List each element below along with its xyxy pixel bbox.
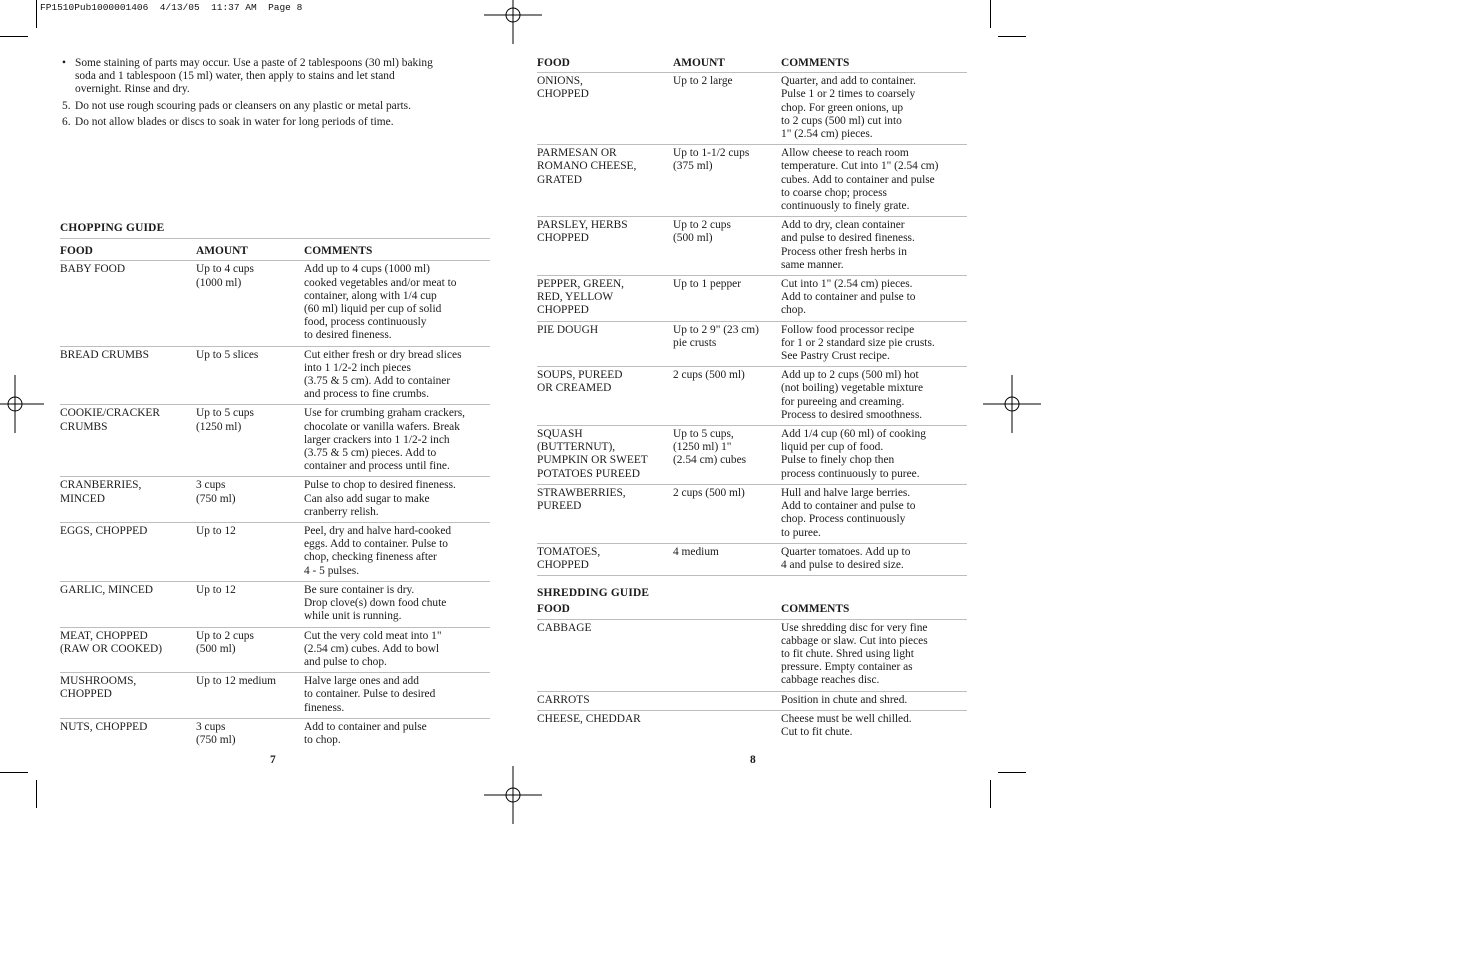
table-row <box>60 405 490 477</box>
food-cell: COOKIE/CRACKER CRUMBS <box>60 405 196 477</box>
column-header-amount: AMOUNT <box>196 239 304 261</box>
care-note-text: Do not allow blades or discs to soak in water for long periods of time. <box>75 115 394 128</box>
care-note <box>60 57 490 97</box>
column-header-food: FOOD <box>60 239 196 261</box>
table-header-row <box>537 600 967 619</box>
column-header-comments: COMMENTS <box>781 57 967 73</box>
care-note <box>60 116 490 129</box>
list-marker: • <box>62 57 66 69</box>
amount-cell: Up to 2 cups (500 ml) <box>673 217 781 276</box>
list-marker: 5. <box>62 99 71 112</box>
crop-mark <box>36 0 37 28</box>
amount-cell: Up to 12 medium <box>196 673 304 719</box>
crop-mark <box>36 780 37 808</box>
comments-cell: Halve large ones and add to container. Pulse to desired fineness. <box>304 673 490 719</box>
registration-mark-icon <box>484 766 542 824</box>
comments-cell: Peel, dry and halve hard-cooked eggs. Add to container. Pulse to chop, checking fineness after 4 - 5 pulses. <box>304 523 490 582</box>
comments-cell: Use for crumbing graham crackers, chocolate or vanilla wafers. Break larger crackers into 1 1/2-2 inch (3.75 & 5 cm) pieces. Add to container and process until fine. <box>304 405 490 477</box>
slug-time: 11:37 AM <box>211 2 257 13</box>
comments-cell: Be sure container is dry. Drop clove(s) down food chute while unit is running. <box>304 581 490 627</box>
column-header-empty <box>673 600 781 619</box>
food-cell: ONIONS, CHOPPED <box>537 73 673 145</box>
table-row <box>537 484 967 543</box>
food-cell: NUTS, CHOPPED <box>60 720 148 733</box>
empty-cell <box>673 710 781 742</box>
comments-cell: Add 1/4 cup (60 ml) of cooking liquid per cup of food. Pulse to finely chop then process continuously to puree. <box>781 426 967 485</box>
amount-cell: Up to 2 cups (500 ml) <box>196 627 304 673</box>
amount-cell: Up to 12 <box>196 523 304 582</box>
amount-cell: Up to 2 9" (23 cm) pie crusts <box>673 321 781 367</box>
page-number-left: 7 <box>270 754 276 766</box>
food-cell: STRAWBERRIES, PUREED <box>537 484 673 543</box>
comments-cell: Add up to 4 cups (1000 ml) cooked vegetables and/or meat to container, along with 1/4 cup (60 ml) liquid per cup of solid food, process continuously to desired fineness. <box>304 261 490 346</box>
food-cell: GARLIC, MINCED <box>60 581 196 627</box>
amount-cell: Up to 4 cups (1000 ml) <box>196 261 304 346</box>
comments-cell: Cut the very cold meat into 1" (2.54 cm) cubes. Add to bowl and pulse to chop. <box>304 627 490 673</box>
chopping-guide-table <box>60 239 490 750</box>
comments-cell: Follow food processor recipe for 1 or 2 standard size pie crusts. See Pastry Crust recipe. <box>781 321 967 367</box>
comments-cell: Position in chute and shred. <box>781 691 967 710</box>
comments-cell: Quarter tomatoes. Add up to 4 and pulse to desired size. <box>781 543 967 575</box>
food-cell: EGGS, CHOPPED <box>60 523 196 582</box>
amount-cell: Up to 1 pepper <box>673 276 781 322</box>
food-cell: CABBAGE <box>537 619 673 691</box>
shredding-guide-title: SHREDDING GUIDE <box>537 587 650 600</box>
table-row <box>60 523 490 582</box>
table-row <box>537 691 967 710</box>
chopping-guide-title: CHOPPING GUIDE <box>60 222 490 239</box>
food-cell: PARSLEY, HERBS CHOPPED <box>537 217 673 276</box>
food-cell: BREAD CRUMBS <box>60 346 196 405</box>
comments-cell: Add to container and pulse to chop. <box>304 720 427 746</box>
comments-cell: Quarter, and add to container. Pulse 1 or 2 times to coarsely chop. For green onions, up to 2 cups (500 ml) cut into 1" (2.54 cm) pieces. <box>781 73 967 145</box>
crop-mark <box>0 36 28 37</box>
care-note <box>60 100 490 113</box>
crop-mark <box>998 772 1026 773</box>
empty-cell <box>673 691 781 710</box>
table-row <box>60 718 490 750</box>
amount-cell: 3 cups (750 ml) <box>196 720 236 746</box>
table-row <box>537 710 967 742</box>
page-7-column <box>60 57 490 750</box>
slug-page: Page 8 <box>268 2 303 13</box>
list-marker: 6. <box>62 115 71 128</box>
food-cell: MUSHROOMS, CHOPPED <box>60 673 196 719</box>
crop-mark <box>0 772 28 773</box>
table-row <box>537 367 967 426</box>
table-row <box>60 673 490 719</box>
registration-mark-icon <box>484 0 542 44</box>
comments-cell: Pulse to chop to desired fineness. Can also add sugar to make cranberry relish. <box>304 477 490 523</box>
amount-cell: Up to 5 cups (1250 ml) <box>196 405 304 477</box>
care-notes-list <box>60 57 490 129</box>
food-cell: BABY FOOD <box>60 261 196 346</box>
comments-cell: Cut into 1" (2.54 cm) pieces. Add to container and pulse to chop. <box>781 276 967 322</box>
table-row <box>537 543 967 575</box>
food-cell: PARMESAN OR ROMANO CHEESE, GRATED <box>537 145 673 217</box>
column-header-food: FOOD <box>537 57 673 73</box>
food-cell: SOUPS, PUREED OR CREAMED <box>537 367 673 426</box>
amount-cell: Up to 5 cups, (1250 ml) 1" (2.54 cm) cubes <box>673 426 781 485</box>
comments-cell: Cut either fresh or dry bread slices into 1 1/2-2 inch pieces (3.75 & 5 cm). Add to container and process to fine crumbs. <box>304 346 490 405</box>
comments-cell: Cheese must be well chilled. Cut to fit chute. <box>781 712 912 738</box>
food-cell: CARROTS <box>537 691 673 710</box>
comments-cell: Add up to 2 cups (500 ml) hot (not boiling) vegetable mixture for pureeing and creaming. Process to desired smoothness. <box>781 367 967 426</box>
table-row <box>60 627 490 673</box>
chopping-guide-continued-table <box>537 57 967 576</box>
care-note-text: Do not use rough scouring pads or cleansers on any plastic or metal parts. <box>75 99 411 112</box>
slug-date: 4/13/05 <box>159 2 200 13</box>
table-row <box>60 477 490 523</box>
column-header-amount: AMOUNT <box>673 57 781 73</box>
column-header-comments: COMMENTS <box>304 239 490 261</box>
table-row <box>537 321 967 367</box>
table-row <box>60 261 490 346</box>
table-row <box>537 619 967 691</box>
page-number-right: 8 <box>750 754 756 766</box>
food-cell: CRANBERRIES, MINCED <box>60 477 196 523</box>
table-header-row <box>60 239 490 261</box>
comments-cell: Hull and halve large berries. Add to container and pulse to chop. Process continuously to puree. <box>781 484 967 543</box>
registration-mark-icon <box>0 375 44 433</box>
table-header-row <box>537 57 967 73</box>
food-cell: TOMATOES, CHOPPED <box>537 543 673 575</box>
shredding-guide-table <box>537 600 967 742</box>
care-note-text: Some staining of parts may occur. Use a paste of 2 tablespoons (30 ml) baking soda and 1 tablespoon (15 ml) water, then apply to stains and let stand overnight. Rinse and dry. <box>75 57 433 96</box>
column-header-comments: COMMENTS <box>781 600 967 619</box>
table-row <box>60 346 490 405</box>
table-row <box>537 73 967 145</box>
amount-cell: 4 medium <box>673 543 781 575</box>
amount-cell: Up to 2 large <box>673 73 781 145</box>
printer-slug <box>40 2 302 13</box>
food-cell: PEPPER, GREEN, RED, YELLOW CHOPPED <box>537 276 673 322</box>
comments-cell: Use shredding disc for very fine cabbage or slaw. Cut into pieces to fit chute. Shred using light pressure. Empty container as cabbage reaches disc. <box>781 619 967 691</box>
amount-cell: 2 cups (500 ml) <box>673 484 781 543</box>
amount-cell: 2 cups (500 ml) <box>673 367 781 426</box>
food-cell: PIE DOUGH <box>537 321 673 367</box>
table-row <box>537 276 967 322</box>
registration-mark-icon <box>983 375 1041 433</box>
food-cell: SQUASH (BUTTERNUT), PUMPKIN OR SWEET POTATOES PUREED <box>537 426 673 485</box>
table-row <box>60 581 490 627</box>
amount-cell: Up to 5 slices <box>196 346 304 405</box>
crop-mark <box>990 0 991 28</box>
crop-mark <box>990 780 991 808</box>
comments-cell: Add to dry, clean container and pulse to desired fineness. Process other fresh herbs in same manner. <box>781 217 967 276</box>
amount-cell: Up to 12 <box>196 581 304 627</box>
page-8-column <box>537 57 967 742</box>
empty-cell <box>673 619 781 691</box>
amount-cell: 3 cups (750 ml) <box>196 477 304 523</box>
comments-cell: Allow cheese to reach room temperature. Cut into 1" (2.54 cm) cubes. Add to container and pulse to coarse chop; process continuously to finely grate. <box>781 145 967 217</box>
column-header-food: FOOD <box>537 600 673 619</box>
slug-job: FP1510Pub1000001406 <box>40 2 149 13</box>
amount-cell: Up to 1-1/2 cups (375 ml) <box>673 145 781 217</box>
table-row <box>537 217 967 276</box>
table-row <box>537 145 967 217</box>
crop-mark <box>998 36 1026 37</box>
table-row <box>537 426 967 485</box>
food-cell: CHEESE, CHEDDAR <box>537 712 641 725</box>
food-cell: MEAT, CHOPPED (RAW OR COOKED) <box>60 627 196 673</box>
